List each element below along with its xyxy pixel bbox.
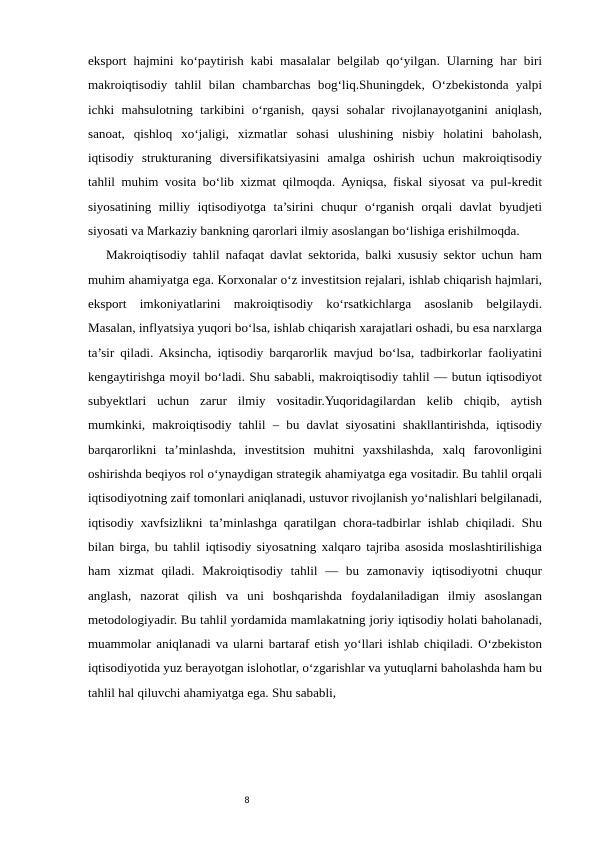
- page-number: 8: [244, 795, 250, 805]
- paragraph-macro-analysis: Makroiqtisodiy tahlil nafaqat davlat sektorida, balki xususiy sektor uchun ham muhim ahamiyatga ega. Korxonalar o‘z investitsion rejalari, ishlab chiqarish hajmlari, eksport imkoniyatlarini makroiqtisodiy ko‘rsatkichlarga asoslanib belgilaydi. Masalan, inflyatsiya yuqori bo‘lsa, ishlab chiqarish xarajatlari oshadi, bu esa narxlarga ta’sir qiladi. Aksincha, iqtisodiy barqarorlik mavjud bo‘lsa, tadbirkorlar faoliyatini kengaytirishga moyil bo‘ladi. Shu sababli, makroiqtisodiy tahlil — butun iqtisodiyot subyektlari uchun zarur ilmiy vositadir.Yuqoridagilardan kelib chiqib, aytish mumkinki, makroiqtisodiy tahlil – bu davlat siyosatini shakllantirishda, iqtisodiy barqarorlikni ta’minlashda, investitsion muhitni yaxshilashda, xalq farovonligini oshirishda beqiyos rol o‘ynaydigan strategik ahamiyatga ega vositadir. Bu tahlil orqali iqtisodiyotning zaif tomonlari aniqlanadi, ustuvor rivojlanish yo‘nalishlari belgilanadi, iqtisodiy xavfsizlikni ta’minlashga qaratilgan chora-tadbirlar ishlab chiqiladi. Shu bilan birga, bu tahlil iqtisodiy siyosatning xalqaro tajriba asosida moslashtirilishiga ham xizmat qiladi. Makroiqtisodiy tahlil — bu zamonaviy iqtisodiyotni chuqur anglash, nazorat qilish va uni boshqarishda foydalaniladigan ilmiy asoslangan metodologiyadir. Bu tahlil yordamida mamlakatning joriy iqtisodiy holati baholanadi, muammolar aniqlanadi va ularni bartaraf etish yo‘llari ishlab chiqiladi. O‘zbekiston iqtisodiyotida yuz berayotgan islohotlar, o‘zgarishlar va yutuqlarni baholashda ham bu tahlil hal qiluvchi ahamiyatga ega. Shu sababli,: [88, 247, 543, 700]
- paragraph-continued: eksport hajmini ko‘paytirish kabi masalalar belgilab qo‘yilgan. Ularning har biri makroiqtisodiy tahlil bilan chambarchas bog‘liq.Shuningdek, O‘zbekistonda yalpi ichki mahsulotning tarkibini o‘rganish, qaysi sohalar rivojlanayotganini aniqlash, sanoat, qishloq xo‘jaligi, xizmatlar sohasi ulushining nisbiy holatini baholash, iqtisodiy strukturaning diversifikatsiyasini amalga oshirish uchun makroiqtisodiy tahlil muhim vosita bo‘lib xizmat qilmoqda. Ayniqsa, fiskal siyosat va pul-kredit siyosatining milliy iqtisodiyotga ta’sirini chuqur o‘rganish orqali davlat byudjeti siyosati va Markaziy bankning qarorlari ilmiy asoslangan bo‘lishiga erishilmoqda.: [88, 53, 542, 239]
- body-text: [88, 49, 542, 705]
